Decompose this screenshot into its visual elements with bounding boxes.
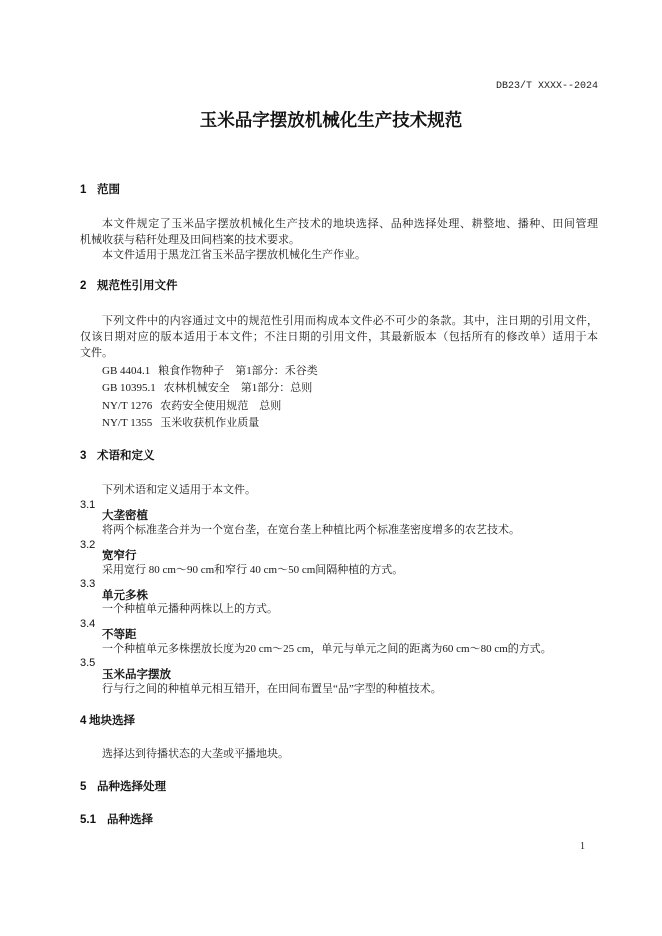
- section-5-number: 5: [80, 781, 87, 793]
- term-number: 3.1: [80, 499, 96, 511]
- section-1-title: 范围: [97, 184, 120, 196]
- term-name: 宽窄行: [102, 550, 137, 562]
- reference-code: GB 10395.1: [102, 382, 156, 394]
- subsection-5-1-number: 5.1: [80, 814, 96, 826]
- document-title: 玉米品字摆放机械化生产技术规范: [199, 110, 463, 130]
- section-3-intro: 下列术语和定义适用于本文件。: [102, 484, 256, 496]
- term-name: 单元多株: [102, 590, 148, 602]
- term-name: 玉米品字摆放: [102, 669, 171, 681]
- term-number: 3.3: [80, 578, 96, 590]
- term-number: 3.4: [80, 618, 96, 630]
- term-definition: 一个种植单元多株摆放长度为20 cm～25 cm，单元与单元之间的距离为60 cm～80 cm的方式。: [102, 643, 552, 655]
- term-definition: 采用宽行 80 cm～90 cm和窄行 40 cm～50 cm间隔种植的方式。: [102, 564, 404, 576]
- term-definition: 行与行之间的种植单元相互错开，在田间布置呈“品”字型的种植技术。: [102, 683, 442, 695]
- section-2-intro-line-2: 仅该日期对应的版本适用于本文件；不注日期的引用文件，其最新版本（包括所有的修改单）适用于本: [80, 331, 598, 343]
- term-number: 3.5: [80, 657, 96, 669]
- reference-name: 粮食作物种子 第1部分：禾谷类: [158, 365, 318, 377]
- document-code: DB23/T XXXX--2024: [495, 81, 598, 92]
- section-1-number: 1: [80, 184, 87, 196]
- term-definition: 一个种植单元播种两株以上的方式。: [102, 603, 278, 615]
- term-number: 3.2: [80, 539, 96, 551]
- page-number: 1: [580, 841, 585, 852]
- section-1-paragraph-1-line-1: 本文件规定了玉米品字摆放机械化生产技术的地块选择、品种选择处理、耕整地、播种、田间管理: [102, 218, 598, 230]
- section-2-intro-line-1: 下列文件中的内容通过文中的规范性引用而构成本文件必不可少的条款。其中，注日期的引用文件，: [102, 315, 598, 327]
- section-4-body: 选择达到待播状态的大垄或平播地块。: [102, 748, 289, 760]
- section-2-title: 规范性引用文件: [97, 280, 178, 292]
- section-5-title: 品种选择处理: [97, 781, 166, 793]
- reference-code: NY/T 1276: [102, 400, 153, 412]
- reference-name: 农林机械安全 第1部分：总则: [163, 382, 313, 394]
- section-1-paragraph-2: 本文件适用于黑龙江省玉米品字摆放机械化生产作业。: [102, 249, 366, 261]
- reference-code: GB 4404.1: [102, 365, 151, 377]
- section-2-intro-line-3: 文件。: [80, 347, 113, 359]
- term-name: 不等距: [102, 629, 137, 641]
- term-definition: 将两个标准垄合并为一个宽台垄，在宽台垄上种植比两个标准垄密度增多的农艺技术。: [102, 524, 520, 536]
- reference-code: NY/T 1355: [102, 417, 153, 429]
- reference-item: [102, 381, 312, 395]
- reference-name: 玉米收获机作业质量: [160, 417, 260, 429]
- reference-item: [102, 399, 281, 413]
- term-name: 大垄密植: [102, 510, 148, 522]
- section-4-title: 地块选择: [89, 715, 135, 727]
- section-2-number: 2: [80, 280, 87, 292]
- section-1-paragraph-1-line-2: 机械收获与秸秆处理及田间档案的技术要求。: [80, 234, 300, 246]
- section-4-number: 4: [80, 715, 87, 727]
- reference-item: [102, 416, 259, 430]
- reference-item: [102, 364, 318, 378]
- reference-name: 农药安全使用规范 总则: [160, 400, 282, 412]
- section-3-title: 术语和定义: [97, 450, 155, 462]
- section-3-number: 3: [80, 450, 87, 462]
- subsection-5-1-title: 品种选择: [107, 814, 153, 826]
